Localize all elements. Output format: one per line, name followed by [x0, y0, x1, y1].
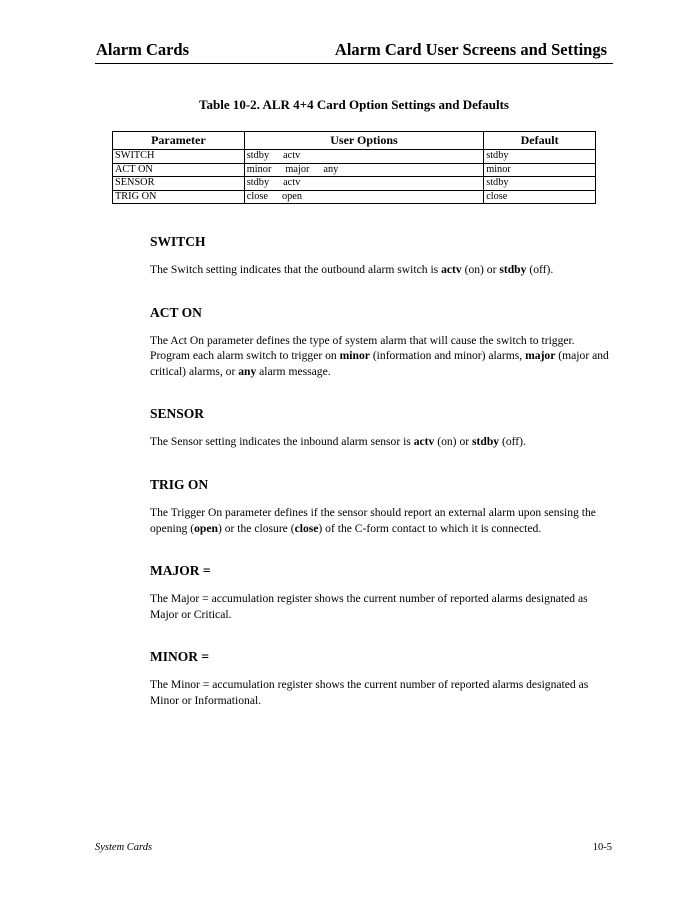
option-value: minor	[246, 163, 272, 175]
parameter-cell: TRIG ON	[113, 190, 245, 204]
bold-option-keyword: actv	[441, 263, 462, 276]
section-content	[150, 233, 614, 709]
section-paragraph	[150, 505, 614, 536]
text-run: The Act On parameter defines the type of system alarm that will cause the switch to trigger. Program each alarm switch to trigger on	[150, 333, 575, 363]
footer-book-title: System Cards	[95, 842, 153, 853]
footer-page-number: 10-5	[592, 842, 612, 853]
bold-option-keyword: stdby	[499, 263, 527, 276]
section-heading: SWITCH	[150, 234, 206, 249]
text-run: (on) or	[461, 263, 500, 276]
section	[150, 405, 614, 450]
section-heading: MAJOR =	[150, 563, 211, 579]
section-paragraph	[150, 677, 614, 708]
option-value: stdby	[246, 177, 270, 188]
section-heading: SENSOR	[150, 406, 205, 422]
user-options-cell	[244, 150, 483, 164]
column-header-user-options: User Options	[244, 132, 483, 150]
bold-option-keyword: open	[194, 521, 218, 535]
text-run: The Sensor setting indicates the inbound alarm sensor is	[150, 435, 414, 449]
text-run: ) or the closure (	[217, 521, 295, 535]
option-value: close	[246, 190, 268, 202]
column-header-default: Default	[484, 132, 596, 150]
text-run: The Minor = accumulation register shows the current number of reported alarms designated as Minor or Informational.	[150, 678, 589, 707]
option-value: stdby	[246, 150, 270, 161]
user-options-cell	[244, 190, 483, 204]
text-run: The Major = accumulation register shows the current number of reported alarms designated as Major or Critical.	[150, 592, 588, 621]
table-row	[113, 150, 596, 164]
section	[150, 562, 614, 622]
parameter-cell: ACT ON	[113, 163, 245, 177]
default-cell: stdby	[484, 150, 596, 164]
option-value: open	[281, 190, 302, 202]
section	[150, 476, 614, 536]
option-value: actv	[283, 177, 301, 188]
section	[150, 648, 614, 708]
text-run: ) of the C-form contact to which it is connected.	[318, 521, 542, 535]
section-heading: TRIG ON	[150, 476, 209, 492]
bold-option-keyword: stdby	[472, 435, 500, 449]
user-options-cell	[244, 163, 483, 177]
text-run: (major and critical) alarms, or	[150, 349, 609, 378]
text-run: The Switch setting indicates that the outbound alarm switch is	[150, 263, 442, 276]
section-paragraph	[150, 434, 614, 450]
option-value: any	[323, 163, 339, 175]
bold-option-keyword: any	[238, 364, 257, 378]
bold-option-keyword: major	[525, 349, 556, 363]
option-value: major	[285, 163, 310, 175]
text-run: (on) or	[434, 435, 472, 449]
user-options-cell	[244, 177, 483, 191]
text-run: alarm message.	[256, 364, 331, 378]
option-value: actv	[283, 150, 301, 161]
bold-option-keyword: close	[294, 521, 319, 535]
section-heading: ACT ON	[150, 304, 202, 320]
parameter-cell: SENSOR	[113, 177, 245, 191]
default-cell: close	[484, 190, 596, 204]
default-cell: stdby	[484, 177, 596, 191]
text-run: (off).	[499, 435, 526, 449]
table-body	[113, 150, 596, 204]
bold-option-keyword: actv	[413, 435, 435, 449]
parameter-cell: SWITCH	[113, 150, 245, 164]
table-caption: Table 10-2. ALR 4+4 Card Option Settings and Defaults	[199, 97, 509, 112]
table-header-row	[113, 132, 596, 150]
text-run: The Trigger On parameter defines if the sensor should report an external alarm upon sensing the opening (	[150, 505, 596, 535]
running-header-section: Alarm Card User Screens and Settings	[334, 40, 607, 59]
running-header-chapter: Alarm Cards	[96, 40, 190, 59]
table-row	[113, 190, 596, 204]
bold-option-keyword: minor	[339, 349, 370, 363]
section-paragraph	[150, 262, 614, 278]
text-run: (off).	[526, 263, 554, 276]
section-heading: MINOR =	[150, 649, 210, 665]
options-table	[112, 131, 596, 204]
section-paragraph	[150, 591, 614, 622]
table-row	[113, 177, 596, 191]
text-run: (information and minor) alarms,	[369, 349, 526, 363]
table-row	[113, 163, 596, 177]
column-header-parameter: Parameter	[113, 132, 245, 150]
section-paragraph	[150, 333, 614, 380]
default-cell: minor	[484, 163, 596, 177]
section	[150, 304, 614, 380]
header-rule	[95, 63, 613, 64]
section	[150, 233, 614, 278]
